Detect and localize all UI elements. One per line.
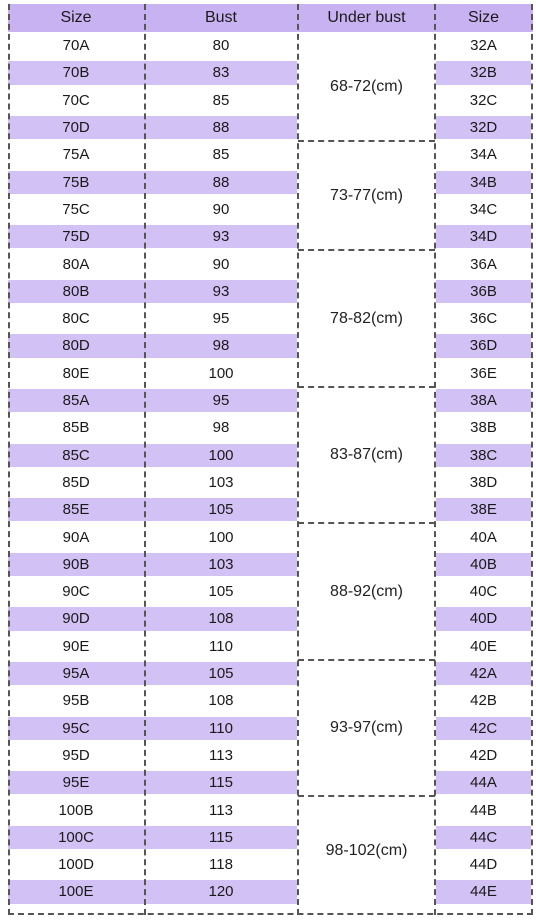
bust-cell: 120 <box>208 883 234 901</box>
size-cell: 75D <box>62 228 90 246</box>
table-row <box>8 143 297 166</box>
bust-cell: 100 <box>208 446 234 464</box>
size-right-cell: 38D <box>469 473 498 491</box>
size-right-cell: 36E <box>470 364 497 382</box>
size-right-cell: 40A <box>470 528 497 546</box>
table-row <box>8 580 297 603</box>
bust-cell: 113 <box>209 746 233 764</box>
bust-cell: 90 <box>212 200 230 218</box>
size-cell: 95E <box>62 774 90 792</box>
size-chart-table <box>8 4 533 915</box>
table-row <box>8 471 297 494</box>
under-bust-separator <box>298 249 435 251</box>
bust-cell: 93 <box>212 228 230 246</box>
bust-cell: 88 <box>212 173 230 191</box>
size-right-cell: 34C <box>469 200 498 218</box>
under-bust-separator <box>298 386 435 388</box>
table-row <box>8 607 297 630</box>
size-right-cell: 36C <box>469 310 498 328</box>
bust-cell: 85 <box>212 91 230 109</box>
table-row <box>8 198 297 221</box>
bust-cell: 83 <box>212 64 230 82</box>
table-row <box>8 252 297 275</box>
bust-cell: 90 <box>212 255 230 273</box>
size-cell: 100E <box>58 883 94 901</box>
bust-cell: 103 <box>208 473 234 491</box>
under-bust-group: 68-72(cm) <box>298 32 435 141</box>
table-row <box>8 689 297 712</box>
column-divider-1 <box>144 4 146 915</box>
size-right-cell: 36B <box>436 280 531 303</box>
size-cell: 85B <box>62 419 90 437</box>
size-cell: 90C <box>62 583 90 601</box>
size-cell: 70C <box>62 91 90 109</box>
bust-cell: 100 <box>208 364 234 382</box>
bust-cell: 115 <box>209 828 233 846</box>
size-right-cell: 32D <box>436 116 531 139</box>
table-row <box>8 880 297 903</box>
table-row <box>8 498 297 521</box>
size-cell: 90B <box>62 555 90 573</box>
size-right-cell: 40C <box>469 583 498 601</box>
under-bust-separator <box>298 140 435 142</box>
size-cell: 80B <box>62 282 90 300</box>
table-row <box>8 362 297 385</box>
bust-cell: 103 <box>208 555 234 573</box>
under-bust-group: 83-87(cm) <box>298 387 435 524</box>
table-row <box>8 416 297 439</box>
bust-cell: 93 <box>212 282 230 300</box>
table-row <box>8 280 297 303</box>
size-right-cell: 38A <box>436 389 531 412</box>
size-cell: 80D <box>62 337 90 355</box>
table-row <box>8 553 297 576</box>
size-cell: 90E <box>62 637 90 655</box>
size-cell: 90D <box>62 610 90 628</box>
under-bust-group: 93-97(cm) <box>298 660 435 797</box>
bust-cell: 108 <box>208 610 234 628</box>
size-right-cell: 42A <box>436 662 531 685</box>
bust-cell: 108 <box>208 692 234 710</box>
size-right-cell: 40B <box>436 553 531 576</box>
size-right-cell: 32B <box>436 61 531 84</box>
size-cell: 95B <box>62 692 90 710</box>
table-row <box>8 635 297 658</box>
bust-cell: 105 <box>208 583 234 601</box>
table-row <box>8 798 297 821</box>
size-cell: 80C <box>62 310 90 328</box>
bust-cell: 100 <box>208 528 234 546</box>
size-right-cell: 40E <box>470 637 497 655</box>
table-row <box>8 89 297 112</box>
size-right-cell: 36A <box>470 255 497 273</box>
under-bust-separator <box>298 659 435 661</box>
size-cell: 80A <box>62 255 90 273</box>
bust-cell: 105 <box>208 501 234 519</box>
size-right-cell: 34A <box>470 146 497 164</box>
table-row <box>8 171 297 194</box>
size-right-cell: 44D <box>469 856 498 874</box>
size-cell: 95C <box>62 719 90 737</box>
size-cell: 100C <box>58 828 94 846</box>
size-right-cell: 34D <box>436 225 531 248</box>
table-row <box>8 225 297 248</box>
table-row <box>8 307 297 330</box>
under-bust-group: 88-92(cm) <box>298 523 435 660</box>
size-cell: 70D <box>62 119 90 137</box>
table-row <box>8 389 297 412</box>
bust-cell: 80 <box>212 37 230 55</box>
size-cell: 85C <box>62 446 90 464</box>
column-divider-2 <box>297 4 299 915</box>
under-bust-separator <box>298 795 435 797</box>
table-row <box>8 116 297 139</box>
bust-cell: 115 <box>209 774 233 792</box>
header-size: Size <box>60 9 92 26</box>
size-cell: 80E <box>62 364 90 382</box>
table-row <box>8 444 297 467</box>
table-row <box>8 34 297 57</box>
bust-cell: 95 <box>212 392 230 410</box>
table-row <box>8 525 297 548</box>
size-right-cell: 40D <box>436 607 531 630</box>
size-right-cell: 38C <box>436 444 531 467</box>
bust-cell: 105 <box>208 665 234 683</box>
under-bust-separator <box>298 522 435 524</box>
bust-cell: 110 <box>209 637 233 655</box>
header-size-right: Size <box>467 9 500 26</box>
size-cell: 75A <box>62 146 90 164</box>
size-right-cell: 42C <box>436 717 531 740</box>
table-border-right <box>531 4 533 915</box>
size-cell: 90A <box>62 528 90 546</box>
bust-cell: 118 <box>209 856 233 874</box>
size-cell: 70B <box>62 64 90 82</box>
size-cell: 85E <box>62 501 90 519</box>
size-right-cell: 44C <box>436 826 531 849</box>
size-right-cell: 38E <box>436 498 531 521</box>
column-divider-3 <box>434 4 436 915</box>
table-row <box>8 771 297 794</box>
size-cell: 100D <box>58 856 94 874</box>
header-under-bust: Under bust <box>327 9 406 26</box>
size-cell: 70A <box>62 37 90 55</box>
size-right-cell: 44B <box>470 801 497 819</box>
header-row <box>8 4 533 32</box>
bust-cell: 98 <box>212 419 230 437</box>
size-right-cell: 42B <box>470 692 497 710</box>
bust-cell: 98 <box>212 337 230 355</box>
size-right-cell: 36D <box>436 334 531 357</box>
bust-cell: 95 <box>212 310 230 328</box>
table-row <box>8 662 297 685</box>
table-row <box>8 826 297 849</box>
under-bust-group: 78-82(cm) <box>298 250 435 387</box>
table-row <box>8 717 297 740</box>
under-bust-group: 73-77(cm) <box>298 141 435 250</box>
table-row <box>8 61 297 84</box>
size-cell: 95A <box>62 665 90 683</box>
size-cell: 85D <box>62 473 90 491</box>
size-cell: 75B <box>62 173 90 191</box>
bust-cell: 113 <box>209 801 233 819</box>
under-bust-group: 98-102(cm) <box>298 796 435 905</box>
bust-cell: 88 <box>212 119 230 137</box>
size-right-cell: 44A <box>436 771 531 794</box>
table-border-bottom <box>8 913 533 915</box>
size-right-cell: 38B <box>470 419 497 437</box>
table-border-left <box>8 4 10 915</box>
size-cell: 85A <box>62 392 90 410</box>
bust-cell: 85 <box>212 146 230 164</box>
size-right-cell: 34B <box>436 171 531 194</box>
size-right-cell: 32A <box>470 37 497 55</box>
bust-cell: 110 <box>209 719 233 737</box>
size-right-cell: 32C <box>469 91 498 109</box>
size-cell: 75C <box>62 200 90 218</box>
size-right-cell: 42D <box>469 746 498 764</box>
table-row <box>8 744 297 767</box>
size-right-cell: 44E <box>436 880 531 903</box>
size-cell: 100B <box>58 801 94 819</box>
size-cell: 95D <box>62 746 90 764</box>
header-bust: Bust <box>204 9 237 26</box>
table-row <box>8 334 297 357</box>
table-row <box>8 853 297 876</box>
